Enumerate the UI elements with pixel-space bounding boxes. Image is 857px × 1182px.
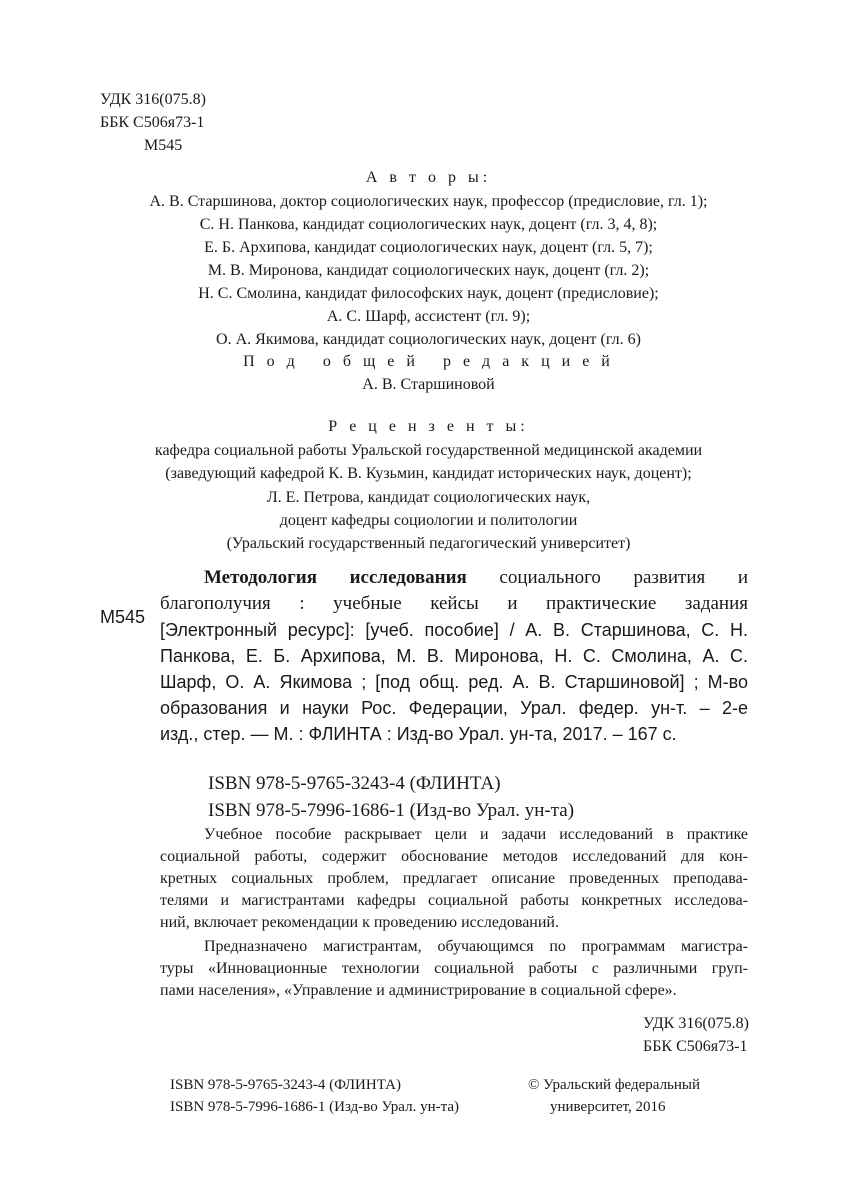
author-line: А. В. Старшинова, доктор социологических наук, профессор (предисловие, гл. 1); (149, 193, 708, 210)
annotation-line: телями и магистрантами кафедры социальной работы конкретных исследова- (160, 892, 748, 909)
catalog-line: [Электронный ресурс]: [учеб. пособие] / А. В. Старшинова, С. Н. (160, 620, 748, 640)
catalog-record (160, 565, 748, 747)
udk-code: УДК 316(075.8) (100, 91, 206, 108)
author-line: М. В. Миронова, кандидат социологических наук, доцент (гл. 2); (207, 262, 650, 279)
reviewer-line: (заведующий кафедрой К. В. Кузьмин, кандидат исторических наук, доцент); (165, 465, 692, 482)
reviewer-line: Л. Е. Петрова, кандидат социологических наук, (266, 489, 591, 506)
catalog-line: изд., стер. — М. : ФЛИНТА : Изд-во Урал. ун-та, 2017. – 167 с. (160, 724, 677, 744)
copyright (528, 1074, 700, 1118)
annotation-line: Учебное пособие раскрывает цели и задачи исследований в практике (204, 826, 748, 843)
catalog-line-first (160, 565, 748, 591)
isbn-line: ISBN 978-5-7996-1686-1 (Изд-во Урал. ун-та) (208, 800, 575, 821)
annotation-line: туры «Инновационные технологии социальной работы с различными груп- (160, 960, 748, 977)
catalog-line: образования и науки Рос. Федерации, Урал. федер. ун-т. – 2-е (160, 698, 748, 718)
author-line: С. Н. Панкова, кандидат социологических наук, доцент (гл. 3, 4, 8); (199, 216, 658, 233)
catalog-title: Методология исследования (204, 567, 467, 588)
annotation-line: социальной работы, содержит обоснование методов исследований для кон- (160, 848, 748, 865)
editor-heading: П о д о б щ е й р е д а к ц и е й (243, 353, 614, 370)
annotation-line: ний, включает рекомендации к проведению исследований. (160, 914, 559, 931)
annotation-line: кретных социальных проблем, предлагает описание проведенных преподава- (160, 870, 748, 887)
editor-name: А. В. Старшиновой (362, 376, 495, 393)
authors-list (0, 190, 857, 351)
reviewers-heading: Р е ц е н з е н т ы: (328, 418, 529, 435)
annotation (160, 824, 748, 1002)
author-line: О. А. Якимова, кандидат социологических наук, доцент (гл. 6) (216, 331, 641, 348)
reviewers-list (0, 439, 857, 485)
catalog-line: Панкова, Е. Б. Архипова, М. В. Миронова, Н. С. Смолина, А. С. (160, 646, 748, 666)
annotation-line: пами населения», «Управление и администрирование в социальной сфере». (160, 982, 677, 999)
isbn-line: ISBN 978-5-9765-3243-4 (ФЛИНТА) (208, 773, 501, 794)
annotation-line: Предназначено магистрантам, обучающимся по программам магистра- (204, 938, 748, 955)
isbn-block (208, 770, 574, 824)
author-line: А. С. Шарф, ассистент (гл. 9); (326, 308, 531, 325)
copyright-line: университет, 2016 (550, 1099, 666, 1115)
author-line: Е. Б. Архипова, кандидат социологических наук, доцент (гл. 5, 7); (204, 239, 653, 256)
reviewer-line: кафедра социальной работы Уральской государственной медицинской академии (154, 442, 703, 459)
catalog-line: Шарф, О. А. Якимова ; [под общ. ред. А. В. Старшиновой] ; М-во (160, 672, 748, 692)
catalog-line: благополучия : учебные кейсы и практические задания (160, 593, 748, 614)
footer-codes (643, 1012, 749, 1058)
reviewers-list-2 (0, 486, 857, 555)
footer-isbn-line: ISBN 978-5-9765-3243-4 (ФЛИНТА) (170, 1077, 401, 1093)
footer-isbn-line: ISBN 978-5-7996-1686-1 (Изд-во Урал. ун-та) (170, 1099, 459, 1115)
catalog-title-rest: социального развития и (466, 567, 748, 588)
header-codes (100, 88, 206, 157)
author-mark: М545 (144, 137, 183, 154)
bbk-code: ББК С506я73-1 (100, 114, 205, 131)
reviewer-line: (Уральский государственный педагогический университет) (226, 535, 631, 552)
catalog-side-mark: М545 (100, 607, 146, 627)
reviewer-line: доцент кафедры социологии и политологии (279, 512, 578, 529)
footer-udk: УДК 316(075.8) (643, 1015, 749, 1032)
author-line: Н. С. Смолина, кандидат философских наук, доцент (предисловие); (198, 285, 659, 302)
footer-isbn (170, 1074, 459, 1118)
footer-bbk: ББК С506я73-1 (643, 1038, 748, 1055)
copyright-line: © Уральский федеральный (528, 1077, 701, 1093)
authors-heading: А в т о р ы: (365, 169, 492, 186)
